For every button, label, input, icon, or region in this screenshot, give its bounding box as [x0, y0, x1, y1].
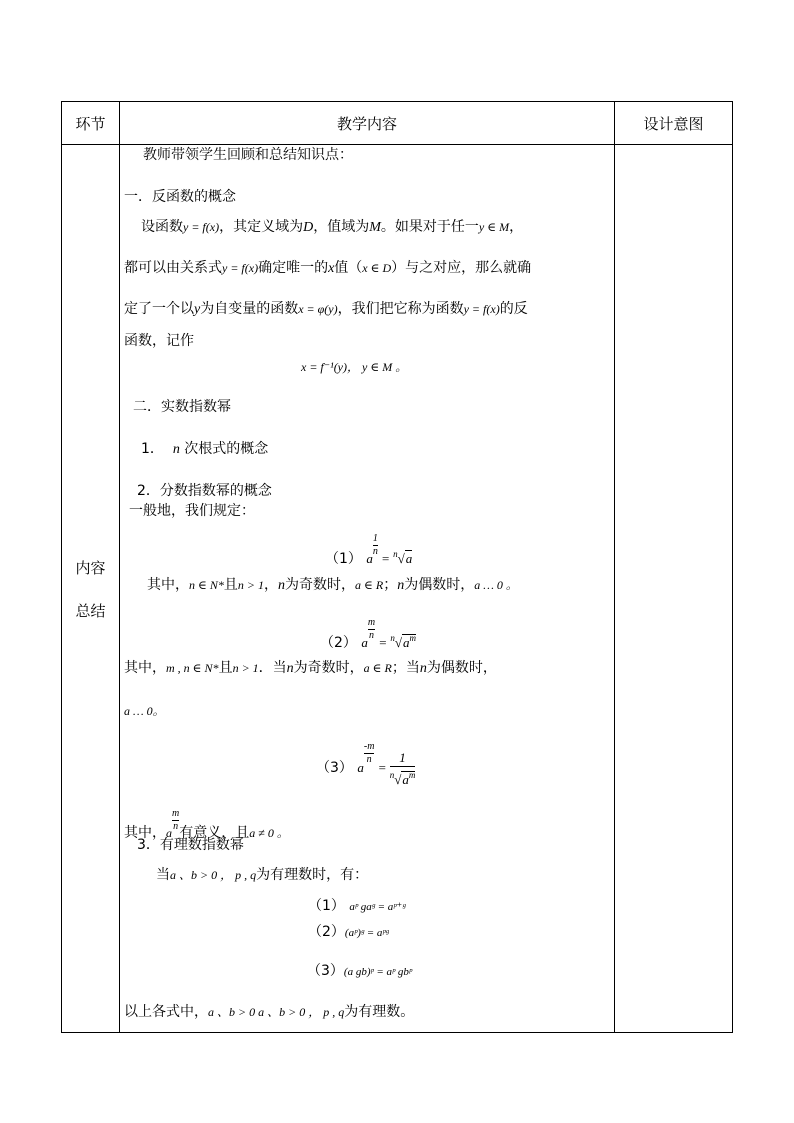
- text: 当: [156, 867, 170, 883]
- intro-text: 教师带领学生回顾和总结知识点：: [143, 147, 353, 163]
- text: 为偶数时，: [426, 660, 497, 676]
- math-expr: a ∈ R: [363, 661, 392, 675]
- text: ；当: [391, 660, 420, 676]
- subheading-fraction-exponent: 2．分数指数幂的概念: [137, 483, 272, 499]
- math-expr: n > 1: [237, 578, 264, 592]
- heading-inverse-function: 一．反函数的概念: [124, 189, 236, 205]
- formula-label: （2）: [308, 924, 345, 940]
- header-content: 教学内容: [120, 102, 615, 145]
- text: ，其定义域为: [219, 219, 304, 235]
- text: 为偶数时，: [404, 577, 475, 593]
- text: 确定唯一的: [258, 260, 329, 276]
- math-expr: x ∈ D: [362, 261, 392, 275]
- math-expr: x = φ(y): [298, 302, 338, 316]
- header-stage: 环节: [62, 102, 120, 145]
- paragraph-line-3: [124, 300, 528, 319]
- text: 的反: [499, 301, 528, 317]
- math-expr: n > 1: [232, 661, 259, 675]
- rational-exponent-intro: [156, 866, 368, 884]
- text: 为奇数时，: [285, 577, 355, 593]
- math-expr: a ∈ R: [355, 578, 384, 592]
- text: 定了一个以: [124, 301, 194, 317]
- math-expr: n: [278, 578, 285, 593]
- math-expr: y = f(x): [222, 261, 259, 275]
- formula-label: （3）: [307, 963, 344, 979]
- formula-label: （1）: [308, 898, 345, 914]
- text: 1．: [141, 441, 164, 457]
- text: ；: [383, 577, 398, 593]
- lesson-table: [61, 101, 733, 1033]
- math-expr: n: [419, 661, 427, 676]
- math-expr: y = f(x): [463, 302, 500, 316]
- text: 其中，: [147, 577, 189, 593]
- text: 为自变量的函数: [200, 301, 299, 317]
- math-expr: n ∈ N*: [189, 578, 224, 592]
- math-expr: m , n ∈ N*: [166, 661, 219, 675]
- text: 。如果对于任一: [380, 219, 479, 235]
- math-expr: n: [397, 578, 405, 593]
- text: 为奇数时，: [293, 660, 364, 676]
- formula-label: （1）: [325, 551, 362, 567]
- math-expr: D: [303, 220, 314, 235]
- text: 且: [223, 577, 238, 593]
- text: 为有理数。: [344, 1004, 415, 1020]
- formula-label: （2）: [320, 635, 357, 651]
- section-label-line1: 内容: [75, 558, 106, 577]
- math-expr: n: [172, 442, 180, 457]
- formula-3: （3） a $\frac{-m}{n}$ = $\frac{1}{^n√a^m}$: [316, 741, 416, 788]
- text: 值（: [334, 260, 363, 276]
- paragraph-line-4: 函数，记作: [124, 333, 194, 349]
- text: 其中，: [124, 660, 166, 676]
- formula-1: （1） a $\frac{1}{n}$ = $^n$√a: [325, 533, 413, 567]
- inverse-formula: x = f⁻¹(y)， y ∈ M 。: [301, 360, 408, 374]
- header-intent: 设计意图: [615, 102, 733, 145]
- final-note: [124, 1003, 414, 1021]
- formula-label: （3）: [316, 760, 353, 776]
- subheading-nth-root: [141, 440, 268, 459]
- condition-1: [147, 576, 518, 595]
- text: 为有理数时，有：: [256, 867, 369, 883]
- math-expr: M: [369, 220, 381, 235]
- text: ，: [264, 577, 278, 593]
- fraction-exponent-intro: 一般地，我们规定：: [129, 503, 255, 519]
- text: ，值域为: [313, 219, 370, 235]
- math-expr: (a gb)ᵖ = aᵖ gbᵖ: [343, 966, 413, 978]
- math-expr: aᵖ gaᵍ = aᵖ⁺ᵍ: [349, 901, 406, 913]
- math-expr: a 、b > 0 ， p , q: [170, 868, 257, 882]
- subheading-rational-exponent: 3．有理数指数幂: [137, 837, 244, 853]
- math-expr: y ∈ M: [478, 220, 510, 234]
- condition-2-continued: a … 0。: [124, 704, 165, 718]
- heading-real-exponent: 二．实数指数幂: [133, 399, 231, 415]
- math-expr: n: [286, 661, 294, 676]
- condition-2: [124, 659, 497, 678]
- text: ）与之对应，那么就确: [391, 260, 532, 276]
- math-expr: a … 0 。: [474, 578, 518, 592]
- paragraph-line-1: [141, 218, 523, 237]
- math-expr: y: [194, 302, 201, 317]
- math-expr: y = f(x): [183, 220, 220, 234]
- section-label-line2: 总结: [75, 601, 106, 620]
- text: 且: [218, 660, 233, 676]
- paragraph-line-2: [124, 259, 531, 278]
- text: 以上各式中，: [124, 1004, 208, 1020]
- rule-1: [308, 897, 405, 916]
- rule-2: [308, 923, 389, 942]
- math-expr: a 、b > 0 a 、b > 0 ， p , q: [208, 1005, 345, 1019]
- text: 其中，: [124, 825, 166, 841]
- formula-2: （2） a $\frac{m}{n}$ = $^n√a^m$: [320, 617, 417, 651]
- section-label-cell: [62, 145, 120, 1033]
- text: ，: [509, 219, 524, 235]
- text: 有意义，且: [179, 825, 250, 841]
- table-header-row: [62, 102, 733, 145]
- text: ，我们把它称为函数: [337, 301, 464, 317]
- condition-3: 其中，a $\frac{m}{n}$ 有意义，且a ≠ 0 。: [124, 808, 289, 841]
- text: 都可以由关系式: [124, 260, 222, 276]
- math-expr: a ≠ 0 。: [249, 826, 289, 840]
- text: 次根式的概念: [184, 441, 269, 457]
- intent-cell: [615, 145, 733, 1033]
- math-expr: (aᵖ)ᵍ = aᵖᵍ: [344, 927, 389, 939]
- math-expr: x: [328, 261, 335, 276]
- rule-3: [307, 962, 412, 981]
- text: ．当: [258, 660, 287, 676]
- text: 设函数: [141, 219, 183, 235]
